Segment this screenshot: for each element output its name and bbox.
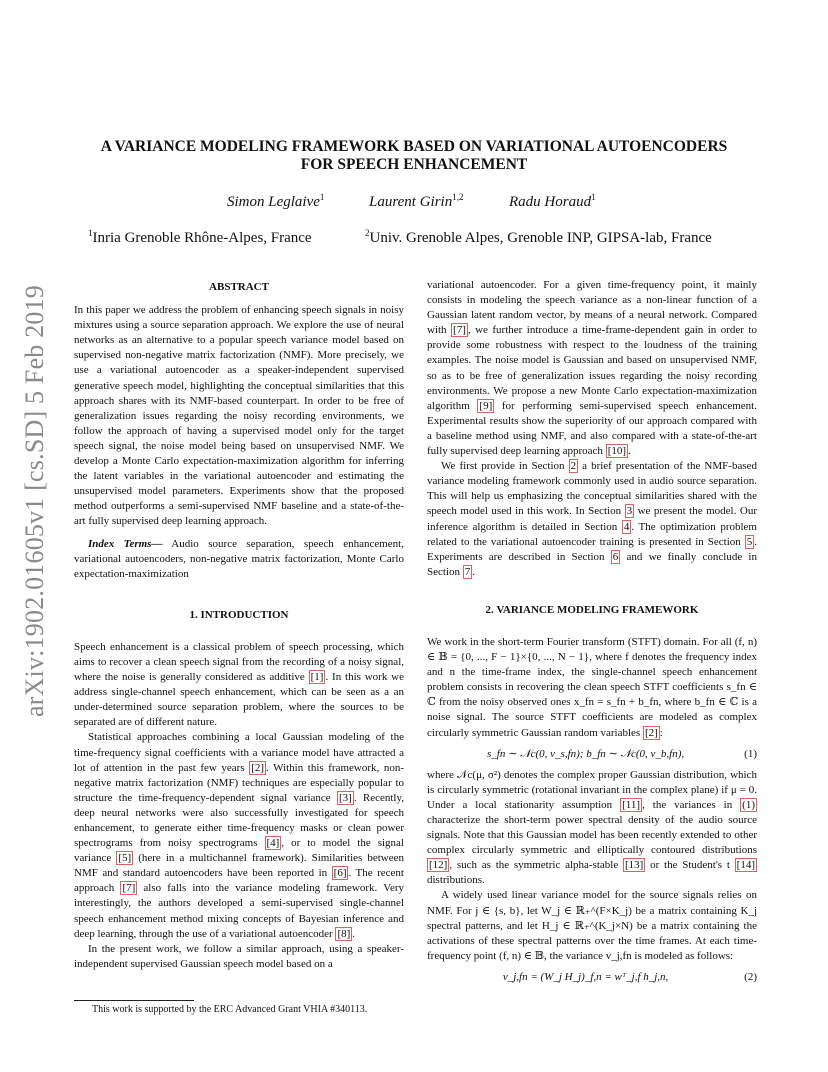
intro-paragraph-3: In the present work, we follow a similar approach, using a speaker-independent supervised Gaussian speech model based on a (74, 942, 404, 970)
section-2-paragraph-1 (427, 635, 757, 741)
footnote: This work is supported by the ERC Advanced Grant VHIA #340113. (92, 1004, 368, 1015)
right-column (427, 278, 757, 991)
affiliation-2-sup: 2 (365, 228, 370, 238)
sec2-p2-text: distributions. (427, 874, 485, 887)
sec2-p2-text: , such as the symmetric alpha-stable (449, 859, 623, 872)
affiliation-1-text: Inria Grenoble Rhône-Alpes, France (92, 230, 312, 246)
affiliation-2-text: Univ. Grenoble Alpes, Grenoble INP, GIPSA-lab, France (369, 230, 712, 246)
intro-p2-text: . Recently, deep neural networks were also successfully investigated for speech enhancement, to generate either time-frequency masks or clean power spectrograms from noisy spectrograms (74, 791, 404, 850)
outline-text: we present the model. Our inference algorithm is detailed in Section (427, 505, 757, 533)
paper-title (60, 138, 768, 174)
intro-p2-text: Statistical approaches combining a local Gaussian modeling of the time-frequency signal coefficients with a variance model have attracted a lot of attention in the past few years (74, 731, 404, 774)
outline-text: We first provide in Section (441, 460, 569, 473)
abstract-body: In this paper we address the problem of enhancing speech signals in noisy mixtures using a source separation approach. We explore the use of neural networks as an alternative to a popular speech variance model based on supervised non-negative matrix factorization (NMF). More precisely, we use a variational autoencoder as a speaker-independent supervised generative speech model, highlighting the conceptual similarities that this approach shares with its NMF-based counterpart. In order to be free of generalization issues regarding the noisy recording environments, we follow the approach of having a supervised model only for the target speech signal, the noise model being based on unsupervised NMF. We develop a Monte Carlo expectation-maximization algorithm for inferring the latent variables in the variational autoencoder and estimating the unsupervised model parameters. Experiments show that the proposed method outperforms a semi-supervised NMF baseline and a state-of-the-art fully supervised deep learning approach. (74, 304, 404, 528)
affiliation-1 (88, 228, 312, 247)
arxiv-identifier: arXiv:1902.01605v1 [cs.SD] 5 Feb 2019 (20, 284, 50, 718)
intro-p2-text: also falls into the variance modeling framework. Very interestingly, the authors developed a semi-supervised single-channel speech enhancement method mixing concepts of Bayesian inference and deep learning, through the use of a variational autoencoder (74, 882, 404, 940)
citation-link[interactable]: [3] (338, 791, 352, 804)
intro-p2-text: , or to model the signal variance (74, 837, 404, 865)
citation-link[interactable]: [1] (310, 671, 324, 684)
section-link[interactable]: 7 (464, 565, 471, 578)
citation-link[interactable]: [11] (622, 798, 641, 811)
section-link[interactable]: 5 (746, 535, 753, 548)
intro-p2-text: . The recent approach (74, 867, 404, 895)
equation-1 (427, 747, 757, 762)
abstract-heading: ABSTRACT (209, 281, 269, 293)
intro-p2-text: (here in a multichannel framework). Similarities between NMF and standard autoencoders have been reported in (74, 852, 404, 880)
author-1-sup: 1 (319, 192, 325, 202)
sec2-p2-text: where 𝒩c(μ, σ²) denotes the complex proper Gaussian distribution, which is circularly symmetric (rotational invariant in the complex plane) if μ = 0. Under a local stationarity assumption (427, 768, 757, 811)
equation-link[interactable]: (1) (742, 798, 755, 811)
citation-link[interactable]: [2] (644, 726, 658, 739)
citation-link[interactable]: [6] (333, 867, 347, 880)
outline-text: . (472, 565, 475, 578)
sec2-p2-text: , the variances in (642, 798, 741, 811)
equation-2 (427, 970, 757, 985)
section-2-paragraph-3: A widely used linear variance model for the source signals relies on NMF. For j ∈ {s, b}, let W_j ∈ ℝ₊^(F×K_j) be a matrix containing K_j spectral patterns, and let H_j ∈ ℝ₊^(K_j×N) be a matrix containing the activations of these spectral patterns over the time frames. At each time-frequency point (f, n) ∈ 𝔹, the variance v_j,fn is modeled as follows: (427, 889, 757, 962)
author-1-name: Simon Leglaive (227, 194, 320, 210)
paper-title-line-1: A VARIANCE MODELING FRAMEWORK BASED ON VARIATIONAL AUTOENCODERS (100, 138, 728, 155)
intro-p1-text-a: Speech enhancement is a classical problem of speech processing, which aims to recover a clean speech signal from the recording of a noisy signal, where the noise is generally considered as additive (74, 640, 404, 684)
outline-text: . The optimization problem related to the variational autoencoder training is presented in Section (427, 520, 757, 548)
intro-paragraph-1 (74, 640, 404, 731)
citation-link[interactable]: [7] (453, 324, 466, 337)
section-2-paragraph-2 (427, 768, 757, 889)
author-3-name: Radu Horaud (509, 194, 592, 210)
left-column (74, 280, 404, 972)
affiliation-2 (365, 228, 712, 247)
citation-link[interactable]: [5] (118, 852, 132, 865)
citation-link[interactable]: [7] (122, 882, 136, 895)
index-terms-text: Audio source separation, speech enhancement, variational autoencoders, non-negative matrix factorization, Monte Carlo expectation-maximization (74, 537, 404, 580)
sec2-p2-text: or the Student's t (645, 859, 735, 872)
section-link[interactable]: 4 (623, 520, 630, 533)
equation-2-number: (2) (744, 970, 757, 983)
intro-p2-text: . Within this framework, non-negative matrix factorization (NMF) techniques are especially popular to structure the time-frequency-dependent signal variance (74, 761, 404, 804)
intro-continued-paragraph (427, 278, 757, 459)
outline-text: a brief presentation of the NMF-based variance modeling framework commonly used in audio source separation. This will help us emphasizing the conceptual similarities shared with the speech model used in this work. In Section (427, 460, 757, 518)
intro-cont-text: , we further introduce a time-frame-dependent gain in order to provide some robustness with respect to the loudness of the training examples. The noise model is Gaussian and based on unsupervised NMF, so as to be free of generalization issues regarding the noisy recording environments. We propose a new Monte Carlo expectation-maximization algorithm (427, 324, 757, 412)
sec2-p1-text: : (659, 726, 663, 739)
equation-1-body: s_fn ∼ 𝒩c(0, v_s,fn); b_fn ∼ 𝒩c(0, v_b,fn), (487, 747, 685, 760)
index-terms (74, 537, 404, 582)
sec2-p2-text: characterize the short-term power spectral density of the audio source signals. Note that this Gaussian model has been recently extended to other complex circularly symmetric and elliptically contoured distributions (427, 814, 757, 857)
equation-2-body: v_j,fn = (W_j H_j)_f,n = wᵀ_j,f h_j,n, (502, 970, 669, 983)
author-2-name: Laurent Girin (369, 194, 453, 210)
citation-link[interactable]: [12] (429, 859, 448, 872)
author-2-sup: 1,2 (452, 192, 464, 202)
index-terms-label: Index Terms— (88, 537, 163, 550)
paper-outline-paragraph (427, 459, 757, 580)
arxiv-side-label (12, 284, 58, 718)
sec2-p1-text: We work in the short-term Fourier transform (STFT) domain. For all (f, n) ∈ 𝔹 = {0, ..., F − 1}×{0, ..., N − 1}, where f denotes the frequency index and n the time-frame index, the single-channel speech enhancement problem consists in recovering the clean speech STFT coefficients s_fn ∈ ℂ from the noisy observed ones x_fn = s_fn + b_fn, where b_fn ∈ ℂ is a noise signal. The source STFT coefficients are modeled as complex circularly symmetric Gaussian random variables (427, 635, 757, 739)
section-2-heading: 2. VARIANCE MODELING FRAMEWORK (485, 603, 699, 616)
intro-cont-text: . (628, 445, 631, 458)
intro-p1-text-b: . In this work we address single-channel speech enhancement, which can be seen as a an under-determined source separation problem, where the sources to be separated are of different nature. (74, 671, 404, 729)
section-1-heading: 1. INTRODUCTION (189, 608, 289, 621)
citation-link[interactable]: [8] (337, 927, 351, 940)
outline-text: and we finally conclude in Section (427, 550, 757, 578)
intro-paragraph-2 (74, 730, 404, 941)
affiliation-1-sup: 1 (88, 228, 93, 238)
author-3 (509, 192, 596, 211)
equation-1-number: (1) (744, 747, 757, 760)
outline-text: . Experiments are described in Section (427, 535, 757, 563)
author-3-sup: 1 (591, 192, 596, 202)
author-1 (227, 192, 324, 211)
intro-cont-text: for performing semi-supervised speech enhancement. Experimental results show the superiority of our approach compared with a baseline method using NMF, and also compared with a state-of-the-art fully supervised deep learning approach (427, 399, 757, 458)
citation-link[interactable]: [13] (625, 859, 644, 872)
citation-link[interactable]: [9] (479, 399, 493, 412)
author-2 (369, 192, 463, 211)
citation-link[interactable]: [2] (251, 761, 265, 774)
section-link[interactable]: 3 (626, 505, 633, 518)
footnote-rule (74, 1000, 194, 1001)
citation-link[interactable]: [4] (266, 837, 280, 850)
citation-link[interactable]: [10] (607, 445, 627, 458)
paper-title-line-2: FOR SPEECH ENHANCEMENT (300, 156, 528, 173)
intro-cont-text: variational autoencoder. For a given time-frequency point, it mainly consists in modeling the speech variance as a non-linear function of a Gaussian latent random vector, by means of a neural network. Compared with (427, 279, 757, 337)
section-link[interactable]: 6 (612, 550, 619, 563)
intro-p2-text: . (352, 927, 356, 940)
citation-link[interactable]: [14] (736, 859, 755, 872)
section-link[interactable]: 2 (570, 460, 577, 473)
